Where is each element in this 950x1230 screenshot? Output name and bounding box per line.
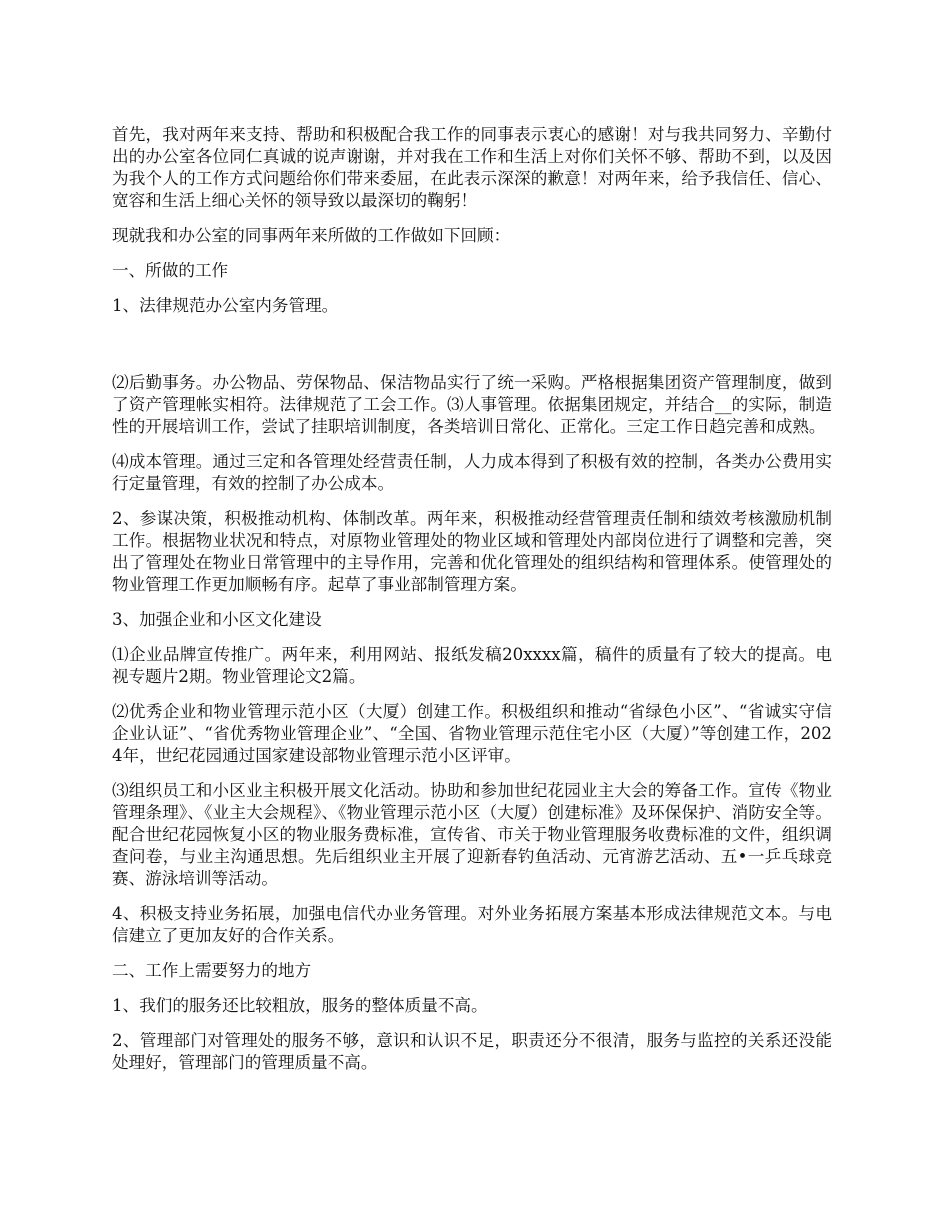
paragraph-logistics: ⑵后勤事务。办公物品、劳保物品、保洁物品实行了统一采购。严格根据集团资产管理制度，做到了资产管理帐实相符。法律规范了工会工作。⑶人事管理。依据集团规定，并结合__的实际，制造性的开展培训工作，尝试了挂职培训制度，各类培训日常化、正常化。三定工作日趋完善和成熟。	[112, 373, 832, 436]
document-body	[112, 124, 832, 1087]
heading-improvements: 二、工作上需要努力的地方	[112, 961, 312, 980]
paragraph-gratitude: 首先，我对两年来支持、帮助和积极配合我工作的同事表示衷心的感谢！对与我共同努力、辛勤付出的办公室各位同仁真诚的说声谢谢，并对我在工作和生活上对你们关怀不够、帮助不到，以及因为我个人的工作方式问题给你们带来委屈，在此表示深深的歉意！对两年来，给予我信任、信心、宽容和生活上细心关怀的领导致以最深切的鞠躬！	[112, 125, 832, 210]
paragraph-model-community: ⑵优秀企业和物业管理示范小区（大厦）创建工作。积极组织和推动“省绿色小区”、“省诚实守信企业认证”、“省优秀物业管理企业”、“全国、省物业管理示范住宅小区（大厦）”等创建工作，2024年，世纪花园通过国家建设部物业管理示范小区评审。	[112, 702, 832, 765]
paragraph-improvement-2: 2、管理部门对管理处的服务不够，意识和认识不足，职责还分不很清，服务与监控的关系还没能处理好，管理部门的管理质量不高。	[112, 1031, 832, 1072]
paragraph-item-4: 4、积极支持业务拓展，加强电信代办业务管理。对外业务拓展方案基本形成法律规范文本。与电信建立了更加友好的合作关系。	[112, 904, 832, 945]
heading-work-done: 一、所做的工作	[112, 261, 229, 280]
paragraph-cost-management: ⑷成本管理。通过三定和各管理处经营责任制，人力成本得到了积极有效的控制，各类办公费用实行定量管理，有效的控制了办公成本。	[112, 452, 832, 493]
blank-gap	[112, 330, 832, 372]
paragraph-review-intro: 现就我和办公室的同事两年来所做的工作做如下回顾：	[112, 226, 511, 245]
paragraph-item-3: 3、加强企业和小区文化建设	[112, 610, 322, 629]
paragraph-improvement-1: 1、我们的服务还比较粗放，服务的整体质量不高。	[112, 996, 488, 1015]
paragraph-item-1: 1、法律规范办公室内务管理。	[112, 296, 339, 315]
paragraph-cultural-activities: ⑶组织员工和小区业主积极开展文化活动。协助和参加世纪花园业主大会的筹备工作。宣传《物业管理条理》、《业主大会规程》、《物业管理示范小区（大厦）创建标准》及环保保护、消防安全等。配合世纪花园恢复小区的物业服务费标准，宣传省、市关于物业管理服务收费标准的文件，组织调查问卷，与业主沟通思想。先后组织业主开展了迎新春钓鱼活动、元宵游艺活动、五•一乒乓球竞赛、游泳培训等活动。	[112, 781, 832, 888]
paragraph-brand-promotion: ⑴企业品牌宣传推广。两年来，利用网站、报纸发稿20xxxx篇，稿件的质量有了较大的提高。电视专题片2期。物业管理论文2篇。	[112, 645, 832, 686]
paragraph-item-2: 2、参谋决策，积极推动机构、体制改革。两年来，积极推动经营管理责任制和绩效考核激励机制工作。根据物业状况和特点，对原物业管理处的物业区域和管理处内部岗位进行了调整和完善，突出了管理处在物业日常管理中的主导作用，完善和优化管理处的组织结构和管理体系。使管理处的物业管理工作更加顺畅有序。起草了事业部制管理方案。	[112, 509, 832, 594]
